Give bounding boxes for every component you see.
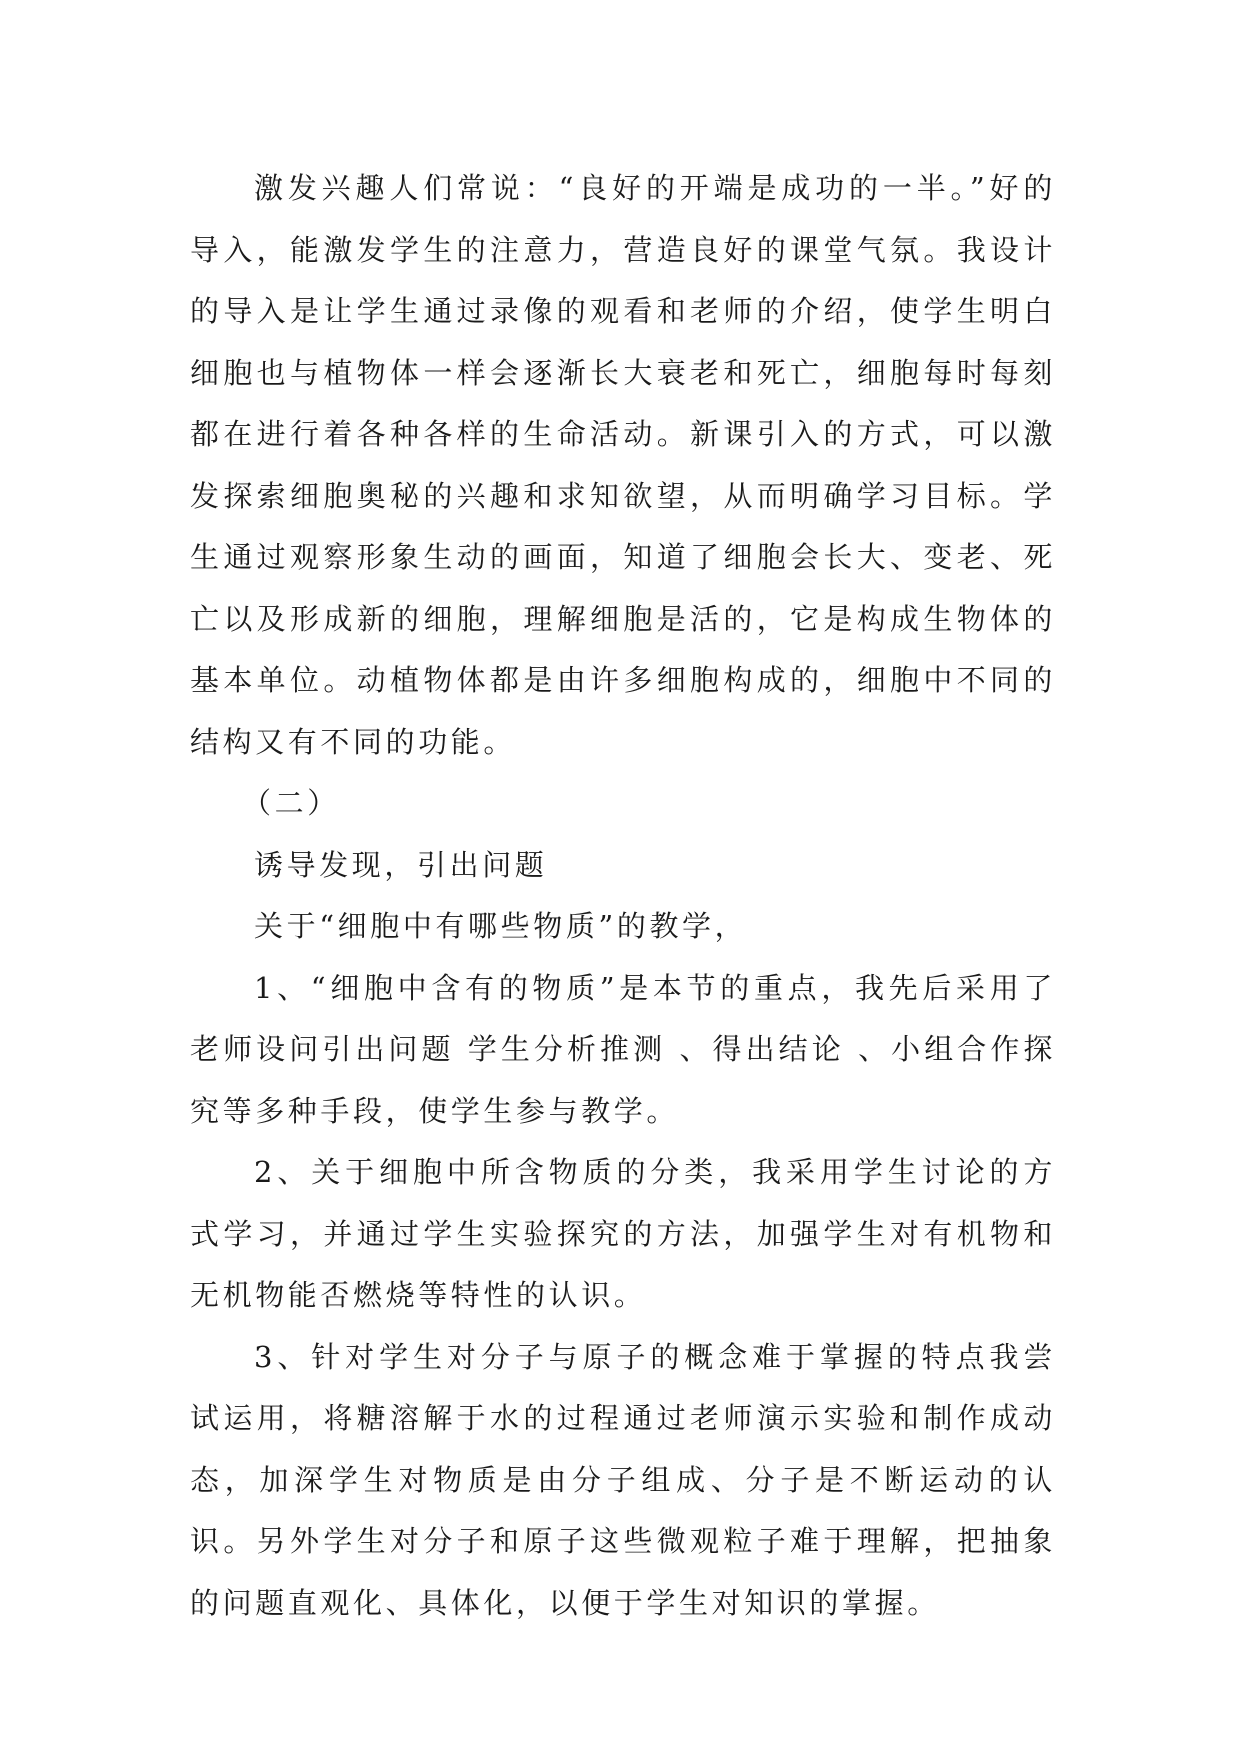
section-heading: 诱导发现，引出问题 xyxy=(254,847,548,882)
paragraph-introduction: 激发兴趣人们常说：“良好的开端是成功的一半。”好的导入，能激发学生的注意力，营造良好的课堂气氛。我设计的导入是让学生通过录像的观看和老师的介绍，使学生明白细胞也与植物体一样会逐渐长大衰老和死亡，细胞每时每刻都在进行着各种各样的生命活动。新课引入的方式，可以激发探索细胞奥秘的兴趣和求知欲望，从而明确学习目标。学生通过观察形象生动的画面，知道了细胞会长大、变老、死亡以及形成新的细胞，理解细胞是活的，它是构成生物体的基本单位。动植物体都是由许多细胞构成的，细胞中不同的结构又有不同的功能。 xyxy=(190,171,1056,759)
document-body xyxy=(190,158,1056,1634)
paragraph-topic: 关于“细胞中有哪些物质”的教学， xyxy=(254,909,748,943)
paragraph-point-2: 2、关于细胞中所含物质的分类，我采用学生讨论的方式学习，并通过学生实验探究的方法，加强学生对有机物和无机物能否燃烧等特性的认识。 xyxy=(190,1155,1056,1312)
paragraph-point-1: 1、“细胞中含有的物质”是本节的重点，我先后采用了老师设问引出问题 学生分析推测 、得出结论 、小组合作探究等多种手段，使学生参与教学。 xyxy=(190,970,1056,1128)
paragraph-point-3: 3、针对学生对分子与原子的概念难于掌握的特点我尝试运用，将糖溶解于水的过程通过老师演示实验和制作成动态，加深学生对物质是由分子组成、分子是不断运动的认识。另外学生对分子和原子这些微观粒子难于理解，把抽象的问题直观化、具体化，以便于学生对知识的掌握。 xyxy=(190,1339,1056,1620)
section-number: （二） xyxy=(242,786,340,820)
